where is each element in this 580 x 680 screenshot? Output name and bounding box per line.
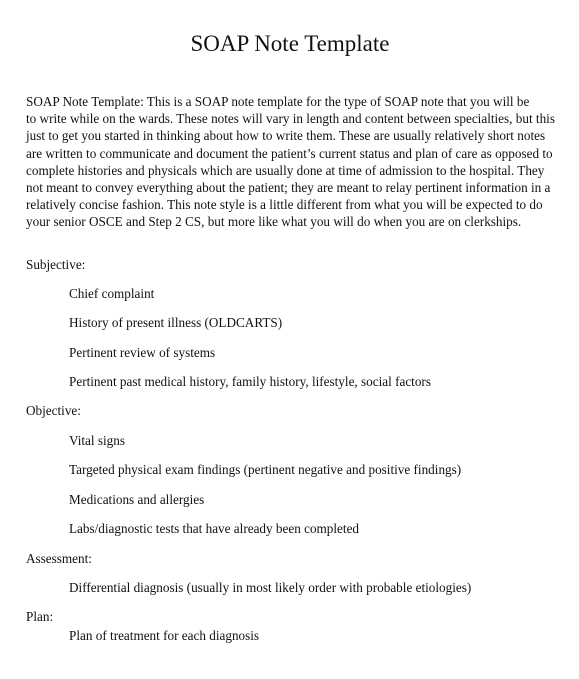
assessment-item-differential: Differential diagnosis (usually in most likely order with probable etiologies): [69, 580, 472, 595]
objective-heading: Objective:: [26, 403, 81, 418]
document-title: SOAP Note Template: [190, 31, 390, 56]
objective-item-vitals: Vital signs: [69, 433, 125, 448]
intro-line: to write while on the wards. These notes will vary in length and content between specialties, but this: [26, 111, 555, 127]
intro-line: are written to communicate and document the patient’s current status and plan of care as opposed to: [26, 145, 553, 161]
subjective-heading: Subjective:: [26, 257, 86, 272]
intro-line: your senior OSCE and Step 2 CS, but more like what you will do when you are on clerkships.: [26, 214, 522, 230]
intro-paragraph: [26, 93, 566, 231]
assessment-heading: Assessment:: [26, 551, 92, 566]
subjective-item-hpi: History of present illness (OLDCARTS): [69, 315, 283, 330]
subjective-item-ros: Pertinent review of systems: [69, 345, 216, 360]
objective-item-medications: Medications and allergies: [69, 492, 205, 507]
intro-line: just to get you started in thinking about how to write them. These are usually relatively short notes: [26, 128, 546, 144]
objective-item-exam: Targeted physical exam findings (pertinent negative and positive findings): [69, 462, 462, 477]
objective-item-labs: Labs/diagnostic tests that have already been completed: [69, 521, 360, 536]
plan-heading: Plan:: [26, 609, 54, 624]
intro-line: relatively concise fashion. This note style is a little different from what you will be expected to do: [26, 197, 543, 213]
plan-item-treatment: Plan of treatment for each diagnosis: [69, 628, 260, 643]
subjective-item-history: Pertinent past medical history, family history, lifestyle, social factors: [69, 374, 431, 389]
intro-line: not meant to convey everything about the patient; they are meant to relay pertinent information in a: [26, 180, 551, 196]
subjective-item-chief-complaint: Chief complaint: [69, 286, 155, 301]
intro-line: SOAP Note Template: This is a SOAP note template for the type of SOAP note that you will be: [26, 94, 530, 109]
intro-line: complete histories and physicals which are usually done at time of admission to the hospital. They: [26, 162, 545, 178]
